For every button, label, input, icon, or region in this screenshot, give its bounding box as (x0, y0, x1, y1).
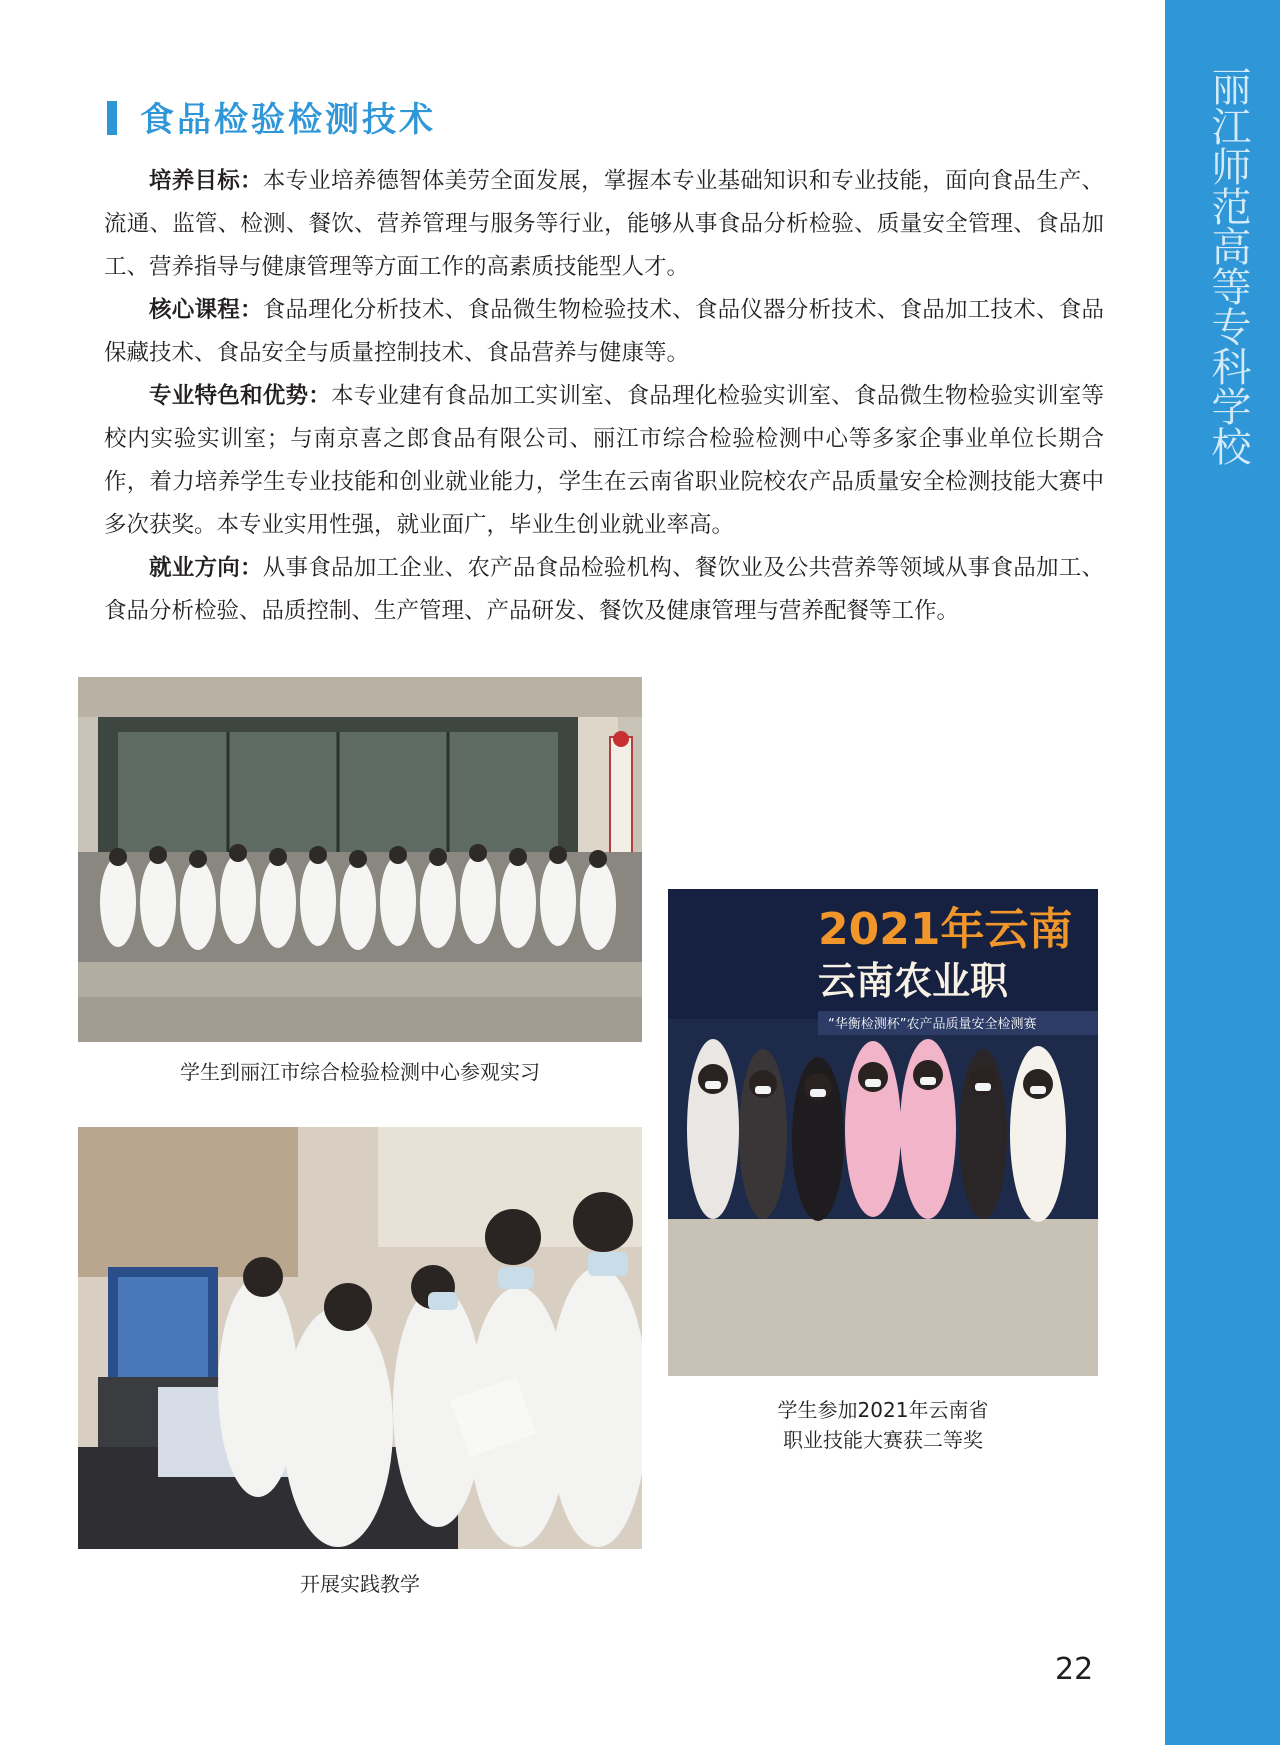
paragraph-body: 本专业培养德智体美劳全面发展，掌握本专业基础知识和专业技能，面向食品生产、流通、监管、检测、餐饮、营养管理与服务等行业，能够从事食品分析检验、质量安全管理、食品加工、营养指导与健康管理等方面工作的高素质技能型人才。 (104, 168, 1104, 280)
banner-line3: “华衡检测杯”农产品质量安全检测赛 (828, 1017, 1037, 1032)
paragraph-body: 食品理化分析技术、食品微生物检验技术、食品仪器分析技术、食品加工技术、食品保藏技术、食品安全与质量控制技术、食品营养与健康等。 (104, 297, 1104, 366)
competition-photo (668, 889, 1098, 1376)
competition-caption-line2: 职业技能大赛获二等奖 (783, 1428, 983, 1452)
section-title: 食品检验检测技术 (140, 100, 436, 140)
paragraph-core-courses (104, 289, 1104, 375)
paragraph-body: 从事食品加工企业、农产品食品检验机构、餐饮业及公共营养等领域从事食品加工、食品分析检验、品质控制、生产管理、产品研发、餐饮及健康管理与营养配餐等工作。 (104, 555, 1104, 624)
group-photo-caption: 学生到丽江市综合检验检测中心参观实习 (180, 1060, 540, 1084)
paragraph-employment (104, 547, 1104, 633)
banner-line1: 2021年云南 (818, 904, 1073, 955)
paragraph-label: 专业特色和优势： (149, 383, 331, 409)
page-number: 22 (1055, 1652, 1094, 1687)
paragraph-training-goal (104, 160, 1104, 289)
banner-line2: 云南农业职 (818, 959, 1009, 1003)
lab-photo-caption: 开展实践教学 (300, 1572, 420, 1596)
paragraph-label: 就业方向： (149, 555, 263, 581)
paragraph-body: 本专业建有食品加工实训室、食品理化检验实训室、食品微生物检验实训室等校内实验实训室；与南京喜之郎食品有限公司、丽江市综合检验检测中心等多家企事业单位长期合作，着力培养学生专业技能和创业就业能力，学生在云南省职业院校农产品质量安全检测技能大赛中多次获奖。本专业实用性强，就业面广，毕业生创业就业率高。 (104, 383, 1104, 538)
paragraph-features (104, 375, 1104, 547)
competition-caption-line1: 学生参加2021年云南省 (777, 1398, 989, 1422)
school-name-vertical: 丽江师范高等专科学校 (1205, 66, 1251, 466)
paragraph-label: 培养目标： (149, 168, 263, 194)
paragraph-label: 核心课程： (149, 297, 263, 323)
lab-photo (78, 1127, 642, 1549)
title-marker (107, 101, 117, 135)
body-text (104, 160, 1104, 633)
group-photo (78, 677, 642, 1042)
